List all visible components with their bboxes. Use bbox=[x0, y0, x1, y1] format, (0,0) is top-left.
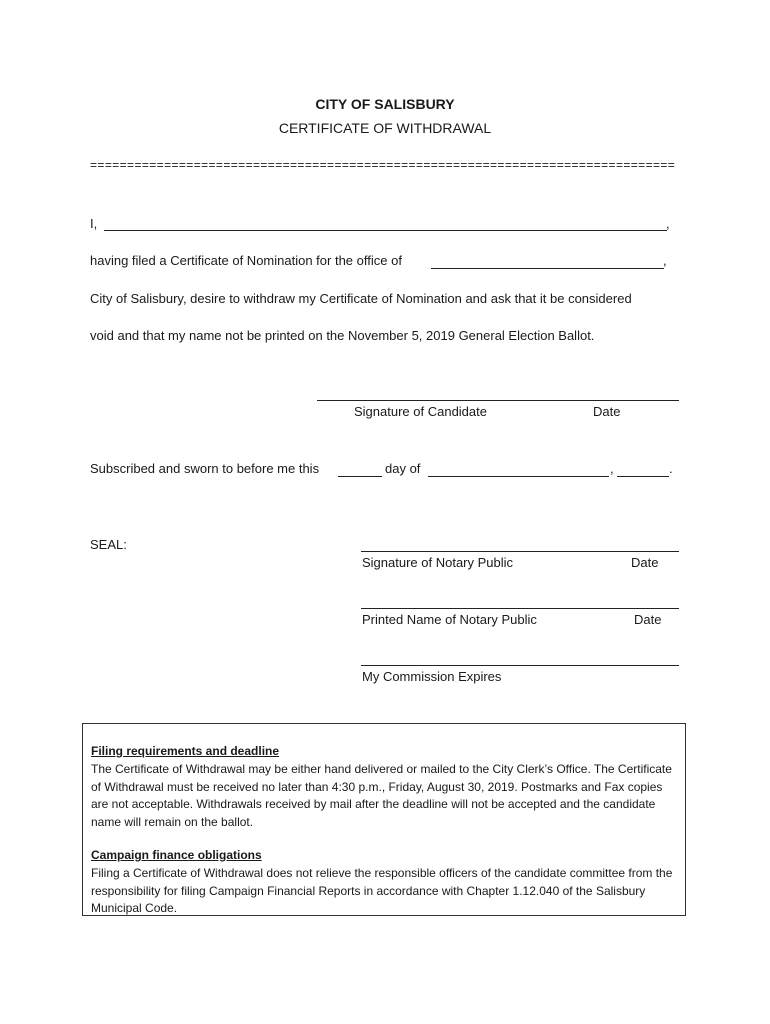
document-title: CERTIFICATE OF WITHDRAWAL bbox=[278, 120, 492, 136]
notary-printed-name-date-label: Date bbox=[634, 612, 662, 627]
filing-heading: Filing requirements and deadline bbox=[91, 744, 280, 758]
sworn-month-field[interactable] bbox=[428, 476, 609, 477]
sworn-comma: , bbox=[610, 461, 614, 476]
office-field[interactable] bbox=[431, 268, 664, 269]
ballot-statement: void and that my name not be printed on the November 5, 2019 General Election Ballot. bbox=[90, 328, 595, 343]
instructions-box bbox=[82, 723, 686, 916]
candidate-signature-label: Signature of Candidate bbox=[354, 404, 487, 419]
notary-signature-label: Signature of Notary Public bbox=[362, 555, 514, 570]
sworn-day-of-text: day of bbox=[385, 461, 421, 476]
sworn-period: . bbox=[669, 461, 673, 476]
declarant-name-field[interactable] bbox=[104, 230, 667, 231]
commission-expires-label: My Commission Expires bbox=[362, 669, 502, 684]
filing-text: The Certificate of Withdrawal may be either hand delivered or mailed to the City Clerk’s Office. The Certificate of Withdrawal must be received no later than 4:30 p.m., Friday, August 30, 2019. Postmarks and Fax copies are not acceptable. Withdrawals received by mail after the deadline will not be accepted and the candidate name will remain on the ballot. bbox=[91, 762, 672, 829]
candidate-signature-line[interactable] bbox=[317, 400, 679, 401]
city-heading: CITY OF SALISBURY bbox=[315, 96, 455, 112]
sworn-year-field[interactable] bbox=[617, 476, 669, 477]
notary-printed-name-label: Printed Name of Notary Public bbox=[362, 612, 537, 627]
withdrawal-statement: City of Salisbury, desire to withdraw my Certificate of Nomination and ask that it be considered bbox=[90, 291, 632, 306]
office-statement: having filed a Certificate of Nomination for the office of bbox=[90, 253, 402, 268]
declarant-suffix: , bbox=[666, 216, 670, 231]
finance-text: Filing a Certificate of Withdrawal does not relieve the responsible officers of the candidate committee from the responsibility for filing Campaign Financial Reports in accordance with Chapter 1.12.040 of the Salisbury Municipal Code. bbox=[91, 866, 673, 916]
notary-signature-date-label: Date bbox=[631, 555, 659, 570]
seal-label: SEAL: bbox=[90, 537, 127, 552]
finance-heading: Campaign finance obligations bbox=[91, 848, 262, 862]
separator-line: =============================================================================== bbox=[90, 158, 676, 172]
candidate-date-label: Date bbox=[593, 404, 621, 419]
sworn-day-field[interactable] bbox=[338, 476, 382, 477]
commission-expires-line[interactable] bbox=[361, 665, 679, 666]
declarant-prefix: I, bbox=[90, 216, 98, 231]
notary-signature-line[interactable] bbox=[361, 551, 679, 552]
sworn-text: Subscribed and sworn to before me this bbox=[90, 461, 320, 476]
notary-printed-name-line[interactable] bbox=[361, 608, 679, 609]
office-suffix: , bbox=[663, 253, 667, 268]
